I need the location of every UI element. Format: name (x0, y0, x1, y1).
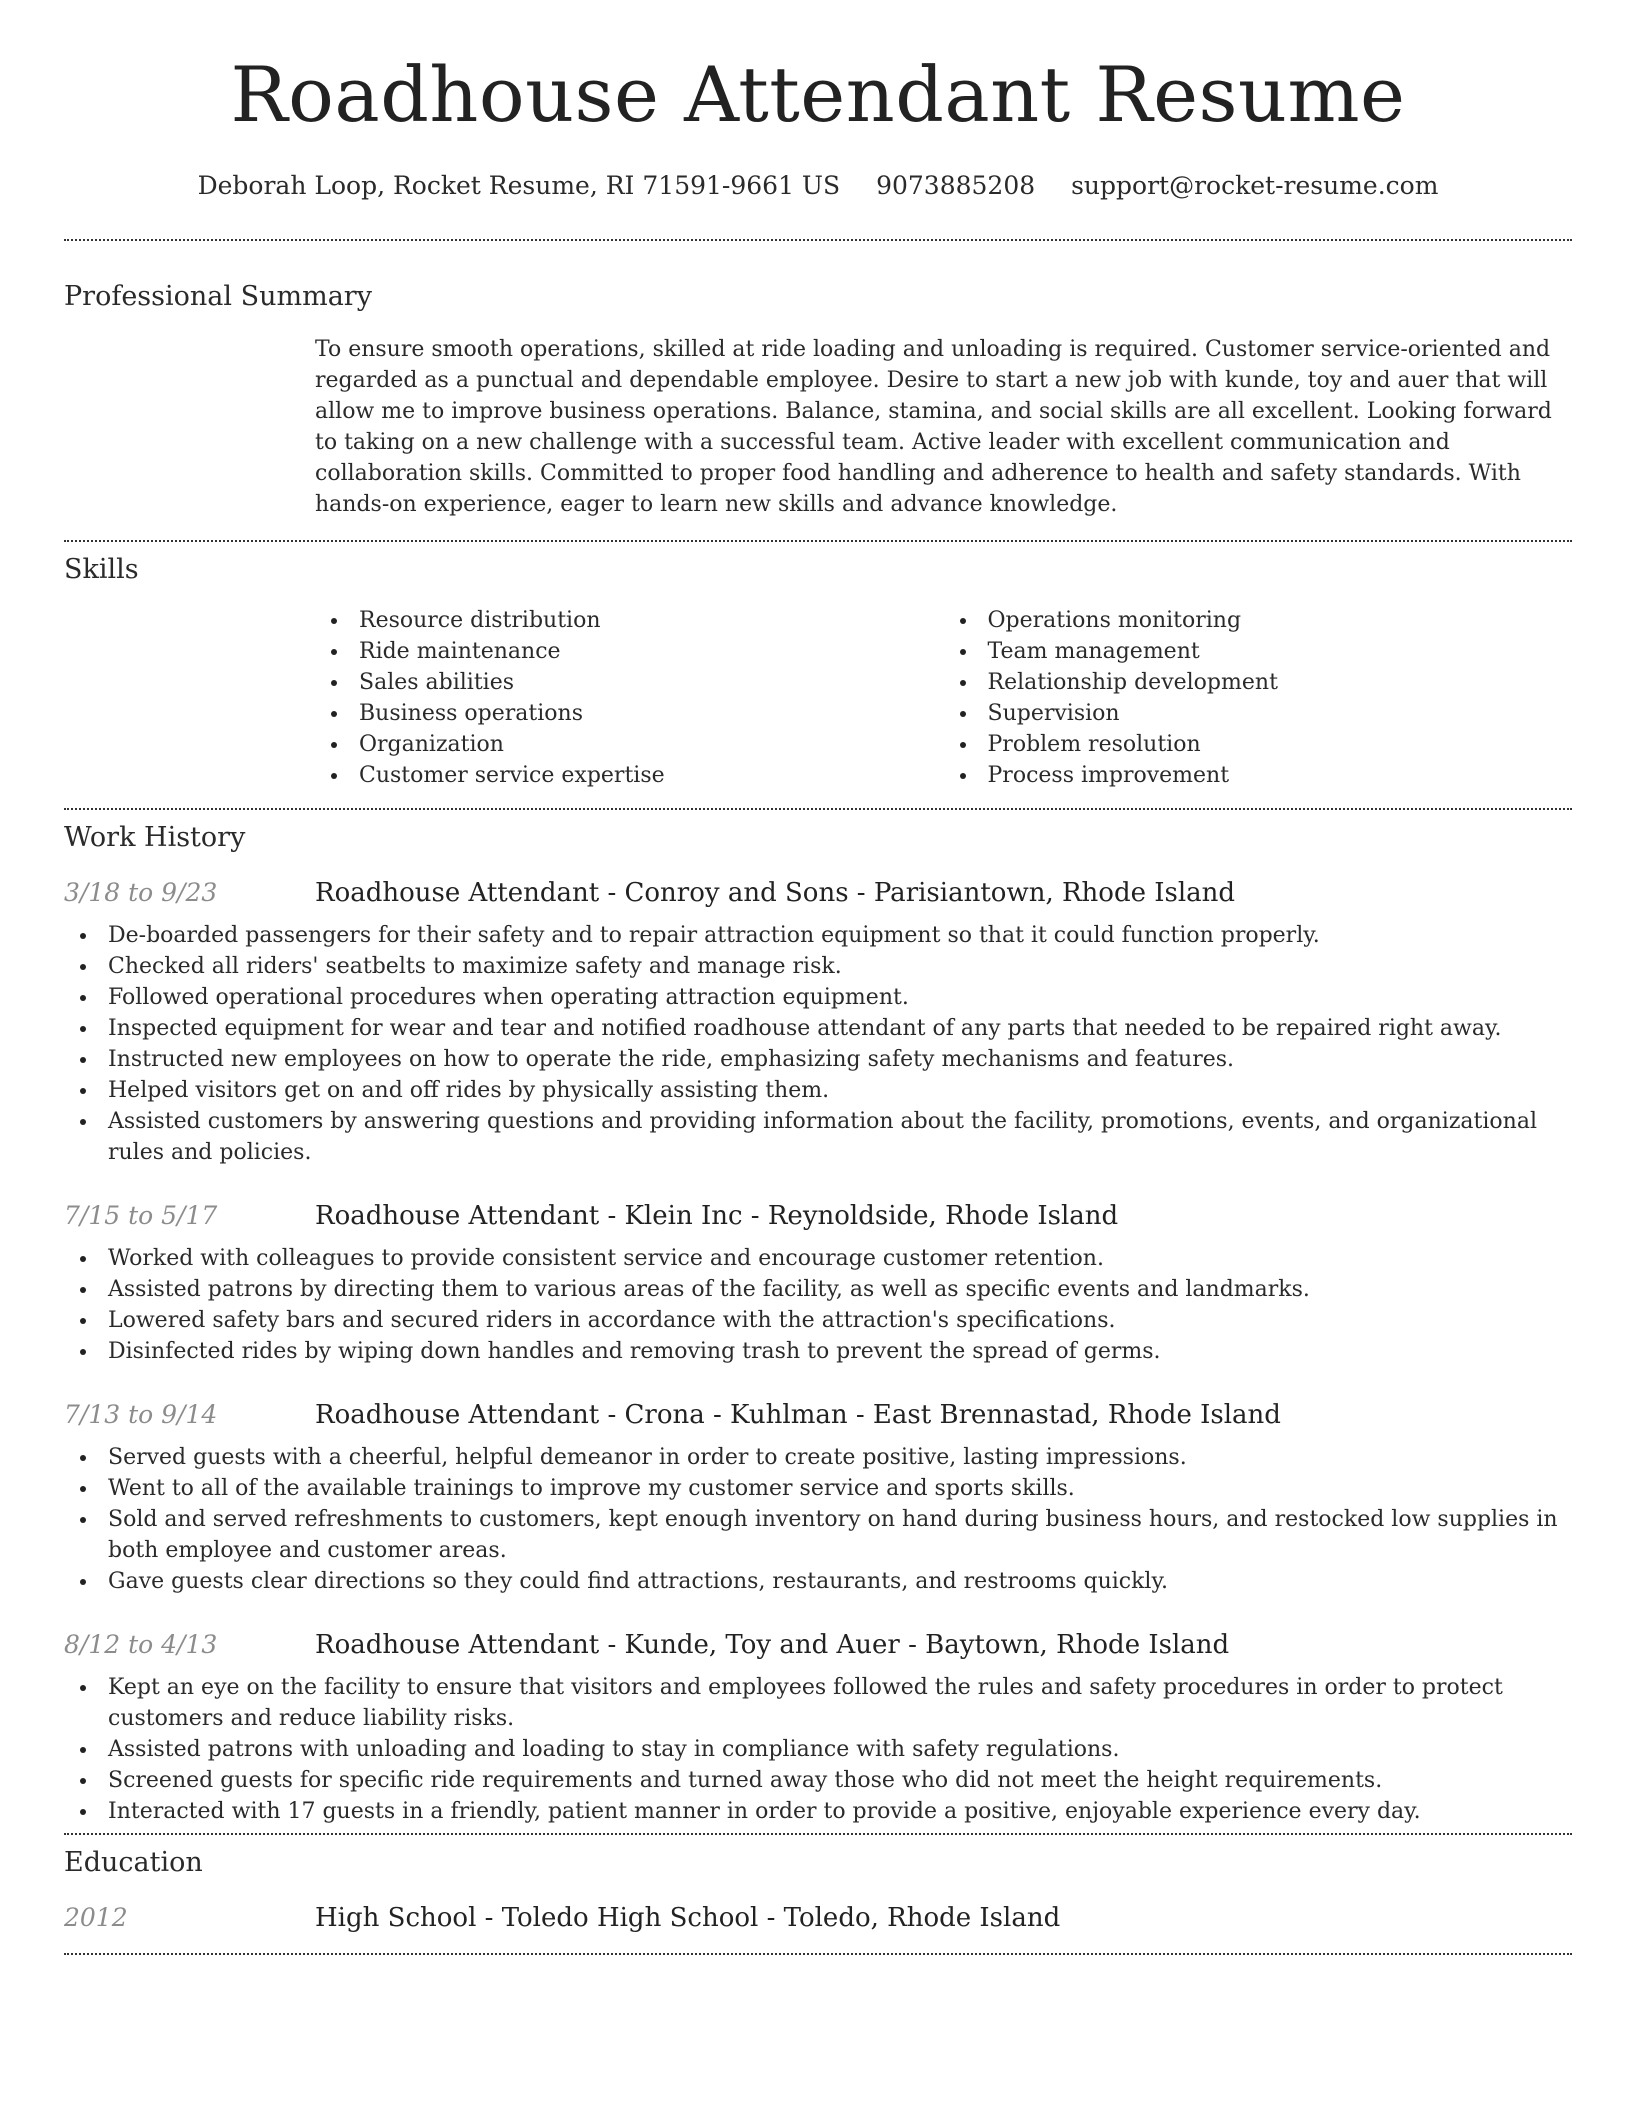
summary-text: To ensure smooth operations, skilled at ride loading and unloading is required. Customer service-oriented and regarded as a punctual and dependable employee. Desire to start a new job with kunde, toy and auer that will allow me to improve business operations. Balance, stamina, and social skills are all excellent. Looking forward to taking on a new challenge with a successful team. Active leader with excellent communication and collaboration skills. Committed to proper food handling and adherence to health and safety standards. With hands-on experience, eager to learn new skills and advance knowledge. (315, 337, 1552, 517)
job-duty: Sold and served refreshments to customers, kept enough inventory on hand during business hours, and restocked low supplies in both employee and customer areas. (108, 1504, 1572, 1566)
skill-item: Operations monitoring (988, 605, 1573, 636)
job-duty: Inspected equipment for wear and tear and notified roadhouse attendant of any parts that needed to be repaired right away. (108, 1013, 1572, 1044)
summary-heading: Professional Summary (64, 281, 372, 312)
skills-column-left (315, 605, 944, 791)
resume-title: Roadhouse Attendant Resume (230, 50, 1406, 139)
job-date: 3/18 to 9/23 (64, 878, 218, 907)
skill-item: Sales abilities (359, 667, 944, 698)
job-duties (64, 920, 1572, 1168)
job-duty: Went to all of the available trainings to improve my customer service and sports skills. (108, 1473, 1572, 1504)
job-duty: Worked with colleagues to provide consistent service and encourage customer retention. (108, 1243, 1572, 1274)
job-header (64, 1625, 1572, 1665)
job-duty: Gave guests clear directions so they could find attractions, restaurants, and restrooms quickly. (108, 1566, 1572, 1597)
resume-page (64, 0, 1572, 1955)
divider (64, 239, 1572, 241)
job-duty: Served guests with a cheerful, helpful demeanor in order to create positive, lasting impressions. (108, 1442, 1572, 1473)
skill-item: Organization (359, 729, 944, 760)
skill-item: Customer service expertise (359, 760, 944, 791)
job-duty: Instructed new employees on how to operate the ride, emphasizing safety mechanisms and features. (108, 1044, 1572, 1075)
contact-address: Deborah Loop, Rocket Resume, RI 71591-9661 US (197, 171, 841, 200)
job-duties (64, 1442, 1572, 1597)
job-duty: Helped visitors get on and off rides by physically assisting them. (108, 1075, 1572, 1106)
job-duty: Assisted patrons by directing them to various areas of the facility, as well as specific events and landmarks. (108, 1274, 1572, 1305)
contact-line (64, 170, 1572, 202)
job-date: 8/12 to 4/13 (64, 1630, 218, 1659)
skill-item: Process improvement (988, 760, 1573, 791)
skill-item: Business operations (359, 698, 944, 729)
skill-item: Ride maintenance (359, 636, 944, 667)
job-duty: Kept an eye on the facility to ensure that visitors and employees followed the rules and safety procedures in order to protect customers and reduce liability risks. (108, 1672, 1572, 1734)
job-duty: Interacted with 17 guests in a friendly, patient manner in order to provide a positive, enjoyable experience every day. (108, 1796, 1572, 1827)
work-heading: Work History (64, 822, 246, 853)
education-heading: Education (64, 1847, 203, 1878)
job-date: 7/13 to 9/14 (64, 1400, 218, 1429)
contact-phone: 9073885208 (876, 171, 1036, 200)
divider (64, 1953, 1572, 1955)
job-title: Roadhouse Attendant - Crona - Kuhlman - East Brennastad, Rhode Island (315, 1400, 1281, 1430)
job-header (64, 873, 1572, 913)
education-title: High School - Toledo High School - Toledo, Rhode Island (315, 1903, 1061, 1933)
skill-item: Relationship development (988, 667, 1573, 698)
job-duties (64, 1243, 1572, 1367)
education-date: 2012 (64, 1903, 128, 1932)
job-duty: Followed operational procedures when operating attraction equipment. (108, 982, 1572, 1013)
job-duty: Screened guests for specific ride requirements and turned away those who did not meet the height requirements. (108, 1765, 1572, 1796)
skills-heading: Skills (64, 554, 139, 585)
job-duty: Assisted customers by answering questions and providing information about the facility, promotions, events, and organizational rules and policies. (108, 1106, 1572, 1168)
divider (64, 540, 1572, 542)
job-duty: Checked all riders' seatbelts to maximize safety and manage risk. (108, 951, 1572, 982)
job-duty: Assisted patrons with unloading and loading to stay in compliance with safety regulations. (108, 1734, 1572, 1765)
job-title: Roadhouse Attendant - Conroy and Sons - Parisiantown, Rhode Island (315, 878, 1236, 908)
job-date: 7/15 to 5/17 (64, 1201, 218, 1230)
job-title: Roadhouse Attendant - Klein Inc - Reynoldside, Rhode Island (315, 1201, 1119, 1231)
skills-list (315, 605, 1572, 791)
divider (64, 808, 1572, 810)
job-header (64, 1395, 1572, 1435)
contact-email: support@rocket-resume.com (1071, 171, 1439, 200)
skill-item: Team management (988, 636, 1573, 667)
job-title: Roadhouse Attendant - Kunde, Toy and Auer - Baytown, Rhode Island (315, 1630, 1230, 1660)
skill-item: Resource distribution (359, 605, 944, 636)
job-duty: De-boarded passengers for their safety and to repair attraction equipment so that it could function properly. (108, 920, 1572, 951)
education-entry (64, 1898, 1572, 1938)
job-duty: Lowered safety bars and secured riders in accordance with the attraction's specifications. (108, 1305, 1572, 1336)
job-duties (64, 1672, 1572, 1827)
job-duty: Disinfected rides by wiping down handles and removing trash to prevent the spread of germs. (108, 1336, 1572, 1367)
divider (64, 1833, 1572, 1835)
skill-item: Problem resolution (988, 729, 1573, 760)
job-header (64, 1196, 1572, 1236)
skill-item: Supervision (988, 698, 1573, 729)
skills-column-right (944, 605, 1573, 791)
